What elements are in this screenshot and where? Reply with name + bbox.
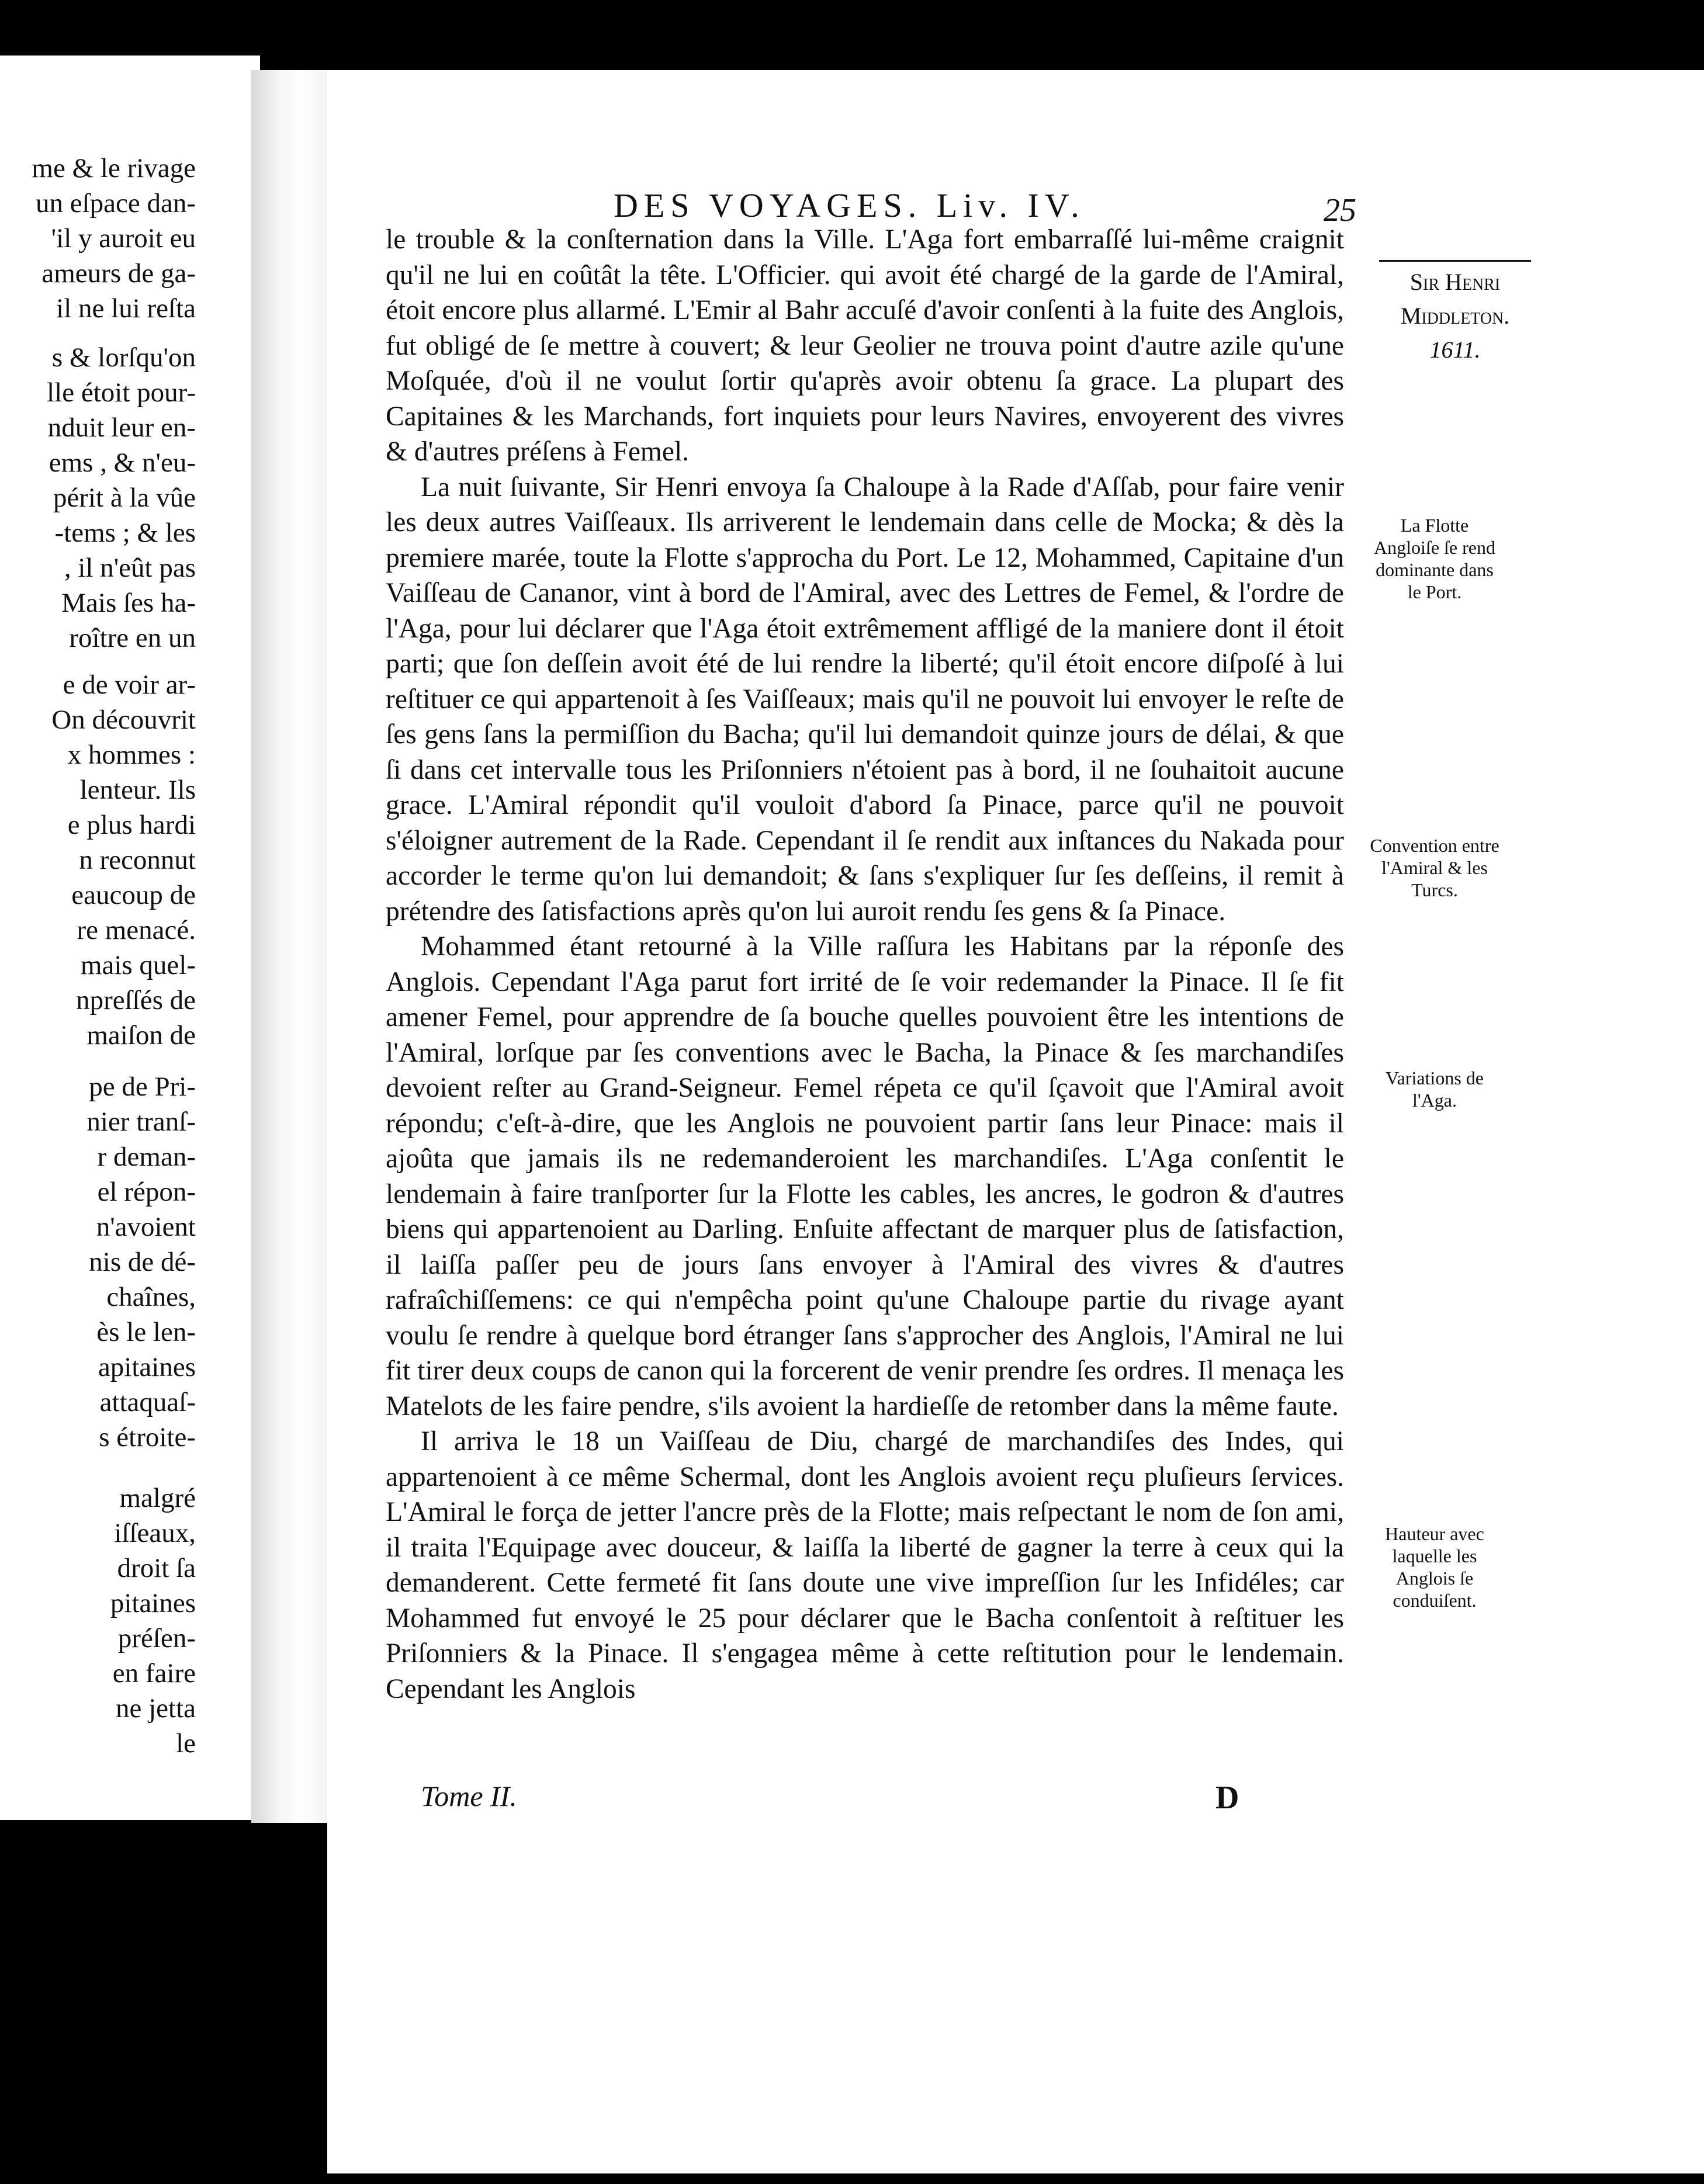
left-page-line: pe de Pri- [89,1072,196,1102]
body-text [386,222,1344,1707]
left-page-line: droit ſa [117,1553,196,1583]
left-page-line: s & lorſqu'on [51,342,196,373]
footer-tome: Tome II. [421,1780,517,1812]
left-page-line: périt à la vûe [53,483,196,513]
left-page-line: On découvrit [51,705,196,735]
left-page-line: nduit leur en- [47,412,196,443]
paragraph-4: Il arriva le 18 un Vaiſſeau de Diu, chargé de marchandiſes des Indes, qui appartenoient à ce même Schermal, dont les Anglois avoient reçu pluſieurs ſervices. L'Amiral le força de jetter l'ancre près de la Flotte; mais reſpectant le nom de ſon ami, il traita l'Equipage avec douceur, & laiſſa la liberté de gagner la terre à ceux qui la demanderent. Cette fermeté fit ſans doute une vive impreſſion ſur les Infidéles; car Mohammed fut envoyé le 25 pour déclarer que le Bacha conſentoit à reſtituer les Priſonniers & la Pinace. Il s'engagea même à cette reſtitution pour le lendemain. Cependant les Anglois [386,1426,1344,1704]
left-page-line: nis de dé- [89,1247,196,1277]
left-page-line: préſen- [117,1623,196,1653]
paragraph-2: La nuit ſuivante, Sir Henri envoya ſa Chaloupe à la Rade d'Aſſab, pour faire venir les deux autres Vaiſſeaux. Ils arriverent le lendemain dans celle de Mocka; & dès la premiere marée, toute la Flotte s'approcha du Port. Le 12, Mohammed, Capitaine d'un Vaiſſeau de Cananor, vint à bord de l'Amiral, avec des Lettres de Femel, & l'ordre de l'Aga, pour lui déclarer que l'Aga étoit extrêmement affligé de la maniere dont il étoit parti; que ſon deſſein avoit été de lui rendre la liberté; qu'il étoit encore diſpoſé à lui reſtituer ce qui appartenoit à ſes Vaiſſeaux; mais qu'il ne pouvoit lui envoyer le reſte de ſes gens ſans la permiſſion du Bacha; qu'il lui demandoit quinze jours de délai, & que ſi dans cet intervalle tous les Priſonniers n'étoient pas à bord, il ne ſouhaitoit aucune grace. L'Amiral répondit qu'il vouloit d'abord ſa Pinace, parce qu'il ne pouvoit s'éloigner autrement de la Rade. Cependant il ſe rendit aux inſtances du Nakada pour accorder le terme qu'on lui demandoit; & ſans s'expliquer ſur ſes deſſeins, il remit à prétendre des ſatisfactions après qu'on lui auroit rendu ſes gens & ſa Pinace. [386,472,1344,927]
left-page-line: -tems ; & les [54,518,196,548]
left-page-line: ès le len- [96,1317,196,1347]
running-head-name: Sir Henri [1409,269,1501,295]
left-page-line: n reconnut [79,845,196,875]
paragraph-3: Mohammed étant retourné à la Ville raſſura les Habitans par la réponſe des Anglois. Cependant l'Aga parut fort irrité de ſe voir redemander la Pinace. Il ſe fit amener Femel, pour apprendre de ſa bouche quelles pouvoient être les intentions de l'Amiral, lorſque par ſes conventions avec le Bacha, la Pinace & ſes marchandiſes devoient reſter au Grand-Seigneur. Femel répeta ce qu'il ſçavoit que l'Amiral avoit répondu; c'eſt-à-dire, que les Anglois ne pouvoient partir ſans leur Pinace: mais il ajoûta que jamais ils ne redemanderoient les marchandiſes. L'Aga conſentit le lendemain à faire tranſporter ſur la Flotte les cables, les ancres, le godron & d'autres biens qui appartenoient au Darling. Enſuite affectant de marquer plus de ſatisfaction, il laiſſa paſſer peu de jours ſans envoyer à l'Amiral des vivres & d'autres rafraîchiſſemens: ce qui n'empêcha point qu'une Chaloupe partie du rivage ayant voulu ſe rendre à quelque bord étranger ſans s'approcher des Anglois, l'Amiral ne lui fit tirer deux coups de canon qui la forcerent de venir prendre ſes ordres. Il menaça les Matelots de les faire pendre, s'ils avoient la hardieſſe de retomber dans la même faute. [386,931,1344,1422]
left-page-line: , il n'eût pas [64,553,196,583]
left-page-line: malgré [119,1483,196,1513]
left-page-line: x hommes : [67,740,196,770]
left-page-line: r deman- [97,1142,196,1172]
left-page-line: un eſpace dan- [35,188,196,219]
left-page-line: maiſon de [86,1020,196,1051]
left-page-line: npreſſés de [76,985,196,1015]
left-page-line: re menacé. [77,915,196,945]
margin-note-convention: Convention entre l'Amiral & les Turcs. [1370,835,1499,900]
left-page-line: apitaines [98,1352,196,1382]
left-page-line: il ne lui reſta [56,293,196,324]
running-head-surname: Middleton. [1400,303,1510,329]
left-page-line: el répon- [97,1177,196,1207]
page-header-title: DES VOYAGES. Liv. IV. [614,186,1085,224]
left-page-line: pitaines [110,1588,196,1618]
running-head-rule [1379,260,1531,262]
page-gutter [251,70,339,1823]
margin-note-variations: Variations de l'Aga. [1386,1067,1484,1111]
left-page-line: roître en un [69,623,196,653]
left-page-line: eaucoup de [71,880,196,910]
left-page [0,56,260,1820]
running-head [1379,260,1531,367]
left-page-line: n'avoient [96,1212,196,1242]
left-page-line: s étroite- [99,1422,196,1452]
left-page-line: mais quel- [80,950,196,980]
left-page-line: nier tranſ- [86,1107,196,1137]
left-page-line: e plus hardi [67,810,196,840]
left-page-line: chaînes, [106,1282,196,1312]
running-head-year: 1611. [1429,337,1481,363]
left-page-line: ems , & n'eu- [49,448,196,478]
left-page-line: me & le rivage [32,153,196,183]
left-page-line: en faire [112,1658,196,1689]
left-page-line: 'il y auroit eu [51,223,196,254]
left-page-line: iſſeaux, [114,1518,196,1548]
left-page-line: lle étoit pour- [47,377,196,408]
left-page-line: ne jetta [115,1693,196,1724]
left-page-line: le [176,1728,196,1759]
left-page-line: attaquaſ- [99,1387,196,1417]
page-number: 25 [1324,192,1356,228]
left-page-line: ameurs de ga- [41,258,196,289]
left-page-line: lenteur. Ils [79,775,196,805]
left-page-line: Mais ſes ha- [61,588,196,618]
left-page-line: e de voir ar- [63,670,196,700]
margin-note-flotte: La Flotte Angloiſe ſe rend dominante dans le Port. [1374,515,1495,602]
paragraph-1: le trouble & la conſternation dans la Ville. L'Aga fort embarraſſé lui-même craignit qu'il ne lui en coûtât la tête. L'Officier. qui avoit été chargé de la garde de l'Amiral, étoit encore plus allarmé. L'Emir al Bahr accuſé d'avoir conſenti à la fuite des Anglois, fut obligé de ſe mettre à couvert; & leur Geolier ne trouva point d'autre azile qu'une Moſquée, d'où il ne voulut ſortir qu'après avoir obtenu ſa grace. La plupart des Capitaines & les Marchands, fort inquiets pour leurs Navires, envoyerent des vivres & d'autres préſens à Femel. [386,224,1344,467]
footer-signature: D [1215,1780,1239,1816]
margin-note-hauteur: Hauteur avec laquelle les Anglois ſe conduiſent. [1385,1523,1484,1611]
